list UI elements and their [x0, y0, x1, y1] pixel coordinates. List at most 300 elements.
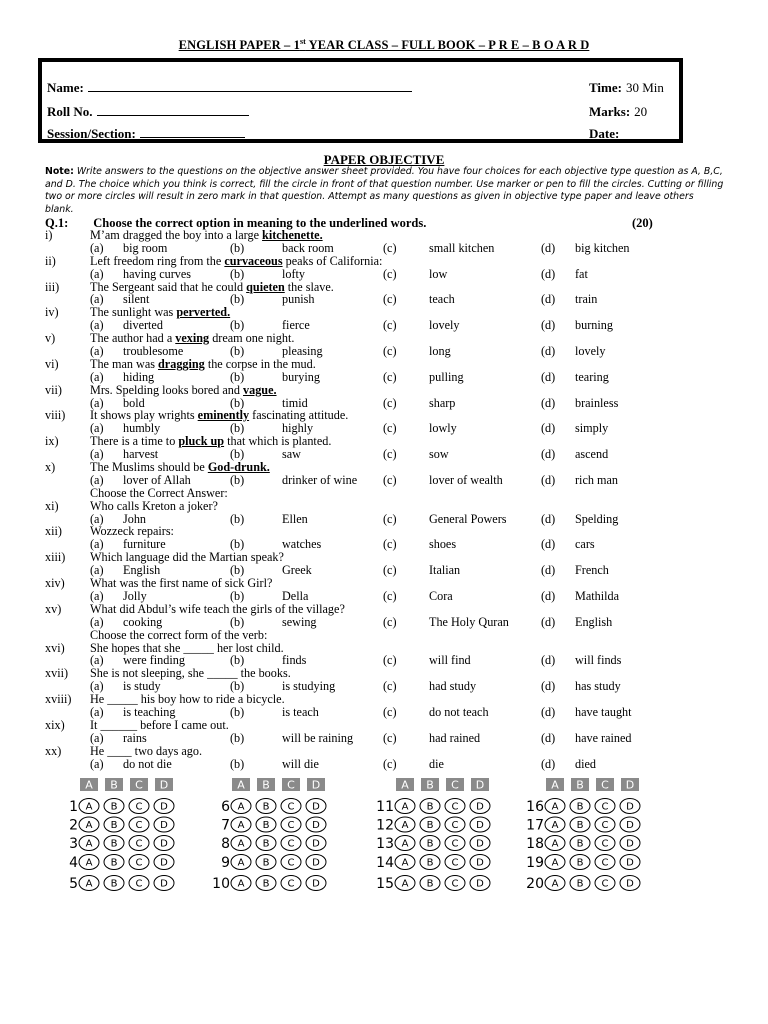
question-stem [90, 384, 277, 397]
option-letter: (d) [541, 653, 556, 668]
option-text: big kitchen [575, 240, 630, 255]
question-number-label: 8 [221, 836, 230, 852]
subsection-heading-text: Choose the correct form of the verb: [90, 627, 268, 642]
bubble-grid [55, 778, 655, 898]
option-text: shoes [429, 537, 457, 552]
option-text: back room [282, 240, 334, 255]
bubble-letter: C [601, 857, 609, 869]
question-text: He _____ his boy how to ride a bicycle. [90, 692, 285, 707]
bubble-letter: C [451, 838, 459, 850]
option-text: cooking [123, 614, 163, 629]
header-letter: A [237, 778, 245, 792]
option-text: teach [429, 292, 455, 307]
option-text: have rained [575, 730, 632, 745]
option-letter: (c) [383, 266, 397, 281]
option-text: Ellen [282, 511, 308, 526]
question-text: The author had a [90, 331, 176, 346]
time-info: Time: 30 Min [589, 80, 664, 95]
question-number: ii) [45, 253, 56, 268]
option-text: Cora [429, 588, 453, 603]
option-letter: (c) [383, 292, 397, 307]
question-number: vi) [45, 356, 59, 371]
question-text: Wozzeck repairs: [90, 524, 174, 539]
question-stem [90, 332, 294, 345]
bubble-letter: B [426, 801, 434, 813]
question-text: M’am dragged the boy into a large [90, 228, 263, 242]
option-text: Mathilda [575, 588, 620, 603]
option-letter: (c) [383, 563, 397, 578]
bubble-letter: D [626, 801, 634, 813]
bubble-letter: B [262, 857, 270, 869]
bubble-letter: D [476, 801, 484, 813]
option-text: Italian [429, 563, 461, 578]
question-number-label: 3 [69, 836, 78, 852]
question-number: xix) [45, 717, 65, 732]
option-letter: (b) [230, 447, 245, 462]
header-letter: A [551, 778, 559, 792]
question-row [45, 461, 735, 474]
bubble-letter: B [110, 857, 118, 869]
bubble-letter: B [262, 838, 270, 850]
option-text: lovely [429, 318, 460, 333]
question-number-label: 18 [526, 836, 544, 852]
option-letter: (b) [230, 292, 245, 307]
option-text: do not die [123, 756, 172, 771]
question-number: ix) [45, 434, 59, 449]
option-letter: (a) [90, 756, 104, 771]
bubble-letter: B [576, 820, 584, 831]
instructions-note: Note: Write answers to the questions on the objective answer sheet provided. You have four choices for each objective type question as A, B,C, and D. The choice which you think is correct, fill the circle in front of that question number. Use marker or pen to fill the circles. Cutting or filling two or more circles will result in zero mark in that question. Attempt as many questions as given in objective type paper and leave others blank. [45, 166, 724, 215]
option-text: rains [123, 730, 147, 745]
bubble-letter: D [312, 820, 320, 831]
question-text-end: the slave. [284, 279, 334, 294]
session-section-field[interactable]: Session/Section: [47, 126, 245, 142]
option-text: simply [575, 421, 609, 436]
question-number: xv) [45, 601, 62, 616]
option-letter: (b) [230, 511, 245, 526]
question-number: iv) [45, 305, 59, 320]
header-letter: D [625, 778, 635, 792]
question-text: He ____ two days ago. [90, 743, 203, 758]
bubble-letter: D [312, 857, 320, 869]
option-letter: (a) [90, 704, 104, 719]
underlined-word: perverted. [176, 305, 231, 320]
option-text: John [123, 511, 147, 526]
option-text: is studying [282, 679, 336, 694]
option-text: pleasing [282, 344, 323, 359]
option-letter: (b) [230, 756, 245, 771]
question-number-label: 13 [376, 836, 394, 852]
option-letter: (b) [230, 421, 245, 436]
bubble-letter: D [476, 820, 484, 831]
option-text: having curves [123, 266, 192, 281]
question-number: x) [45, 460, 56, 475]
header-letter: C [287, 778, 295, 792]
option-letter: (a) [90, 614, 104, 629]
bubble-letter: B [426, 838, 434, 850]
question-text: The man was [90, 356, 159, 371]
option-letter: (b) [230, 472, 245, 487]
option-letter: (b) [230, 318, 245, 333]
bubble-letter: B [426, 878, 434, 890]
question-row [45, 719, 735, 732]
question-text: She is not sleeping, she _____ the books. [90, 666, 291, 681]
question-list [45, 229, 735, 770]
bubble-letter: B [576, 838, 584, 850]
option-text: low [429, 266, 448, 281]
option-letter: (b) [230, 730, 245, 745]
bubble-letter: A [551, 801, 559, 813]
option-letter: (b) [230, 679, 245, 694]
question-text: There is a time to [90, 434, 179, 449]
underlined-word: curvaceous [224, 253, 283, 268]
bubble-letter: B [110, 838, 118, 850]
bubble-letter: B [576, 857, 584, 869]
option-letter: (b) [230, 588, 245, 603]
option-letter: (d) [541, 588, 556, 603]
bubble-letter: A [551, 820, 559, 831]
header-letter: B [426, 778, 434, 792]
bubble-letter: C [451, 857, 459, 869]
question-number: xvi) [45, 640, 65, 655]
option-text: tearing [575, 369, 609, 384]
option-text: has study [575, 679, 621, 694]
question-number-label: 1 [69, 799, 78, 815]
question-stem [90, 642, 284, 655]
option-text: Della [282, 588, 309, 603]
option-text: French [575, 563, 609, 578]
question-text: It shows play wrights [90, 408, 198, 423]
question-text-end: fascinating attitude. [249, 408, 349, 423]
option-text: highly [282, 421, 314, 436]
option-letter: (a) [90, 318, 104, 333]
question-text: Mrs. Spelding looks bored and [90, 382, 244, 397]
question-number: xviii) [45, 692, 72, 707]
date-info: Date: [589, 126, 620, 141]
bubble-letter: D [626, 857, 634, 869]
bubble-letter: B [262, 820, 270, 831]
bubble-letter: D [160, 801, 168, 813]
option-text: died [575, 756, 596, 771]
section-title: PAPER OBJECTIVE [323, 152, 445, 167]
option-letter: (d) [541, 756, 556, 771]
option-text: General Powers [429, 511, 507, 526]
option-text: hiding [123, 369, 155, 384]
question-number: xiii) [45, 550, 66, 565]
bubble-letter: C [135, 878, 143, 890]
option-text: sewing [282, 614, 317, 629]
bubble-letter: C [601, 838, 609, 850]
option-text: drinker of wine [282, 472, 358, 487]
option-letter: (c) [383, 447, 397, 462]
bubble-letter: A [237, 820, 245, 831]
bubble-letter: D [160, 838, 168, 850]
option-letter: (b) [230, 537, 245, 552]
bubble-letter: A [237, 857, 245, 869]
option-text: do not teach [429, 704, 489, 719]
option-letter: (a) [90, 472, 104, 487]
option-text: Greek [282, 563, 312, 578]
question-row [45, 358, 735, 371]
bubble-letter: A [85, 820, 93, 831]
option-text: train [575, 292, 598, 307]
bubble-letter: B [262, 801, 270, 813]
option-text: English [123, 563, 161, 578]
question-number-label: 15 [376, 876, 394, 892]
option-letter: (b) [230, 266, 245, 281]
option-letter: (c) [383, 537, 397, 552]
question-number-label: 16 [526, 799, 544, 815]
question-number: xii) [45, 524, 62, 539]
header-letter: D [311, 778, 321, 792]
question-text: Left freedom ring from the [90, 253, 225, 268]
option-letter: (a) [90, 421, 104, 436]
option-letter: (c) [383, 472, 397, 487]
option-letter: (c) [383, 369, 397, 384]
question-text: What did Abdul’s wife teach the girls of the village? [90, 601, 345, 616]
option-text: burying [282, 369, 320, 384]
option-text: lovely [575, 344, 606, 359]
question-text: She hopes that she _____ her lost child. [90, 640, 284, 655]
header-letter: A [401, 778, 409, 792]
option-text: English [575, 614, 613, 629]
bubble-letter: C [287, 878, 295, 890]
underlined-word: vexing [175, 331, 210, 346]
option-letter: (a) [90, 588, 104, 603]
bubble-letter: B [426, 857, 434, 869]
bubble-letter: C [287, 857, 295, 869]
question-number-label: 5 [69, 876, 78, 892]
bubble-letter: B [576, 801, 584, 813]
question-1-marks: (20) [632, 216, 653, 230]
question-number-label: 11 [376, 799, 394, 815]
option-text: troublesome [123, 344, 184, 359]
bubble-letter: B [262, 878, 270, 890]
option-text: die [429, 756, 444, 771]
option-text: will finds [575, 653, 622, 668]
question-text: The Muslims should be [90, 460, 208, 475]
bubble-letter: B [110, 878, 118, 890]
question-row [45, 500, 735, 513]
question-number-label: 17 [526, 817, 544, 834]
question-number-label: 19 [526, 855, 544, 871]
question-row [45, 745, 735, 758]
question-stem [90, 577, 272, 590]
bubble-letter: C [287, 801, 295, 813]
student-info-box [38, 58, 683, 143]
option-text: diverted [123, 318, 163, 333]
option-letter: (b) [230, 653, 245, 668]
option-text: will be raining [282, 730, 354, 745]
option-text: is teaching [123, 704, 176, 719]
underlined-word: dragging [158, 356, 205, 371]
header-letter: C [451, 778, 459, 792]
bubble-letter: B [110, 801, 118, 813]
option-letter: (d) [541, 369, 556, 384]
question-number-label: 9 [221, 855, 230, 871]
option-letter: (d) [541, 537, 556, 552]
option-text: fat [575, 266, 588, 281]
underlined-word: God-drunk. [207, 460, 270, 475]
bubble-letter: A [237, 838, 245, 850]
option-letter: (c) [383, 588, 397, 603]
question-1-heading: Q.1: Choose the correct option in meaning to the underlined words. [45, 216, 427, 230]
bubble-letter: C [601, 820, 609, 831]
option-letter: (a) [90, 266, 104, 281]
question-row [45, 229, 735, 242]
question-row [45, 384, 735, 397]
underlined-word: pluck up [178, 434, 225, 449]
question-number: xiv) [45, 576, 65, 591]
bubble-letter: C [135, 838, 143, 850]
option-letter: (a) [90, 563, 104, 578]
question-row [45, 255, 735, 268]
question-number-label: 12 [376, 817, 394, 834]
option-letter: (c) [383, 679, 397, 694]
option-text: brainless [575, 395, 619, 410]
bubble-letter: C [601, 801, 609, 813]
option-text: long [429, 344, 451, 359]
bubble-letter: A [85, 801, 93, 813]
option-text: timid [282, 395, 308, 410]
option-text: rich man [575, 472, 618, 487]
option-text: ascend [575, 447, 609, 462]
option-letter: (a) [90, 292, 104, 307]
question-text: The sunlight was [90, 305, 177, 320]
bubble-letter: D [476, 857, 484, 869]
option-letter: (a) [90, 537, 104, 552]
question-number-label: 7 [221, 817, 230, 834]
option-letter: (d) [541, 240, 556, 255]
option-letter: (a) [90, 511, 104, 526]
bubble-letter: D [312, 878, 320, 890]
option-letter: (d) [541, 730, 556, 745]
bubble-letter: C [287, 838, 295, 850]
option-letter: (d) [541, 447, 556, 462]
bubble-letter: D [476, 878, 484, 890]
option-letter: (c) [383, 730, 397, 745]
header-letter: B [110, 778, 118, 792]
question-number-label: 14 [376, 855, 394, 871]
option-letter: (b) [230, 369, 245, 384]
option-text: will find [429, 653, 471, 668]
option-letter: (b) [230, 344, 245, 359]
question-number: i) [45, 228, 53, 242]
option-text: lofty [282, 266, 306, 281]
bubble-letter: D [160, 878, 168, 890]
options-row [45, 758, 735, 771]
bubble-letter: B [576, 878, 584, 890]
option-letter: (d) [541, 679, 556, 694]
option-letter: (b) [230, 614, 245, 629]
question-text-end: the corpse in the mud. [204, 356, 316, 371]
option-letter: (c) [383, 756, 397, 771]
bubble-letter: C [135, 801, 143, 813]
option-letter: (c) [383, 614, 397, 629]
bubble-letter: A [237, 878, 245, 890]
option-letter: (c) [383, 318, 397, 333]
option-text: saw [282, 447, 301, 462]
question-number: xx) [45, 743, 62, 758]
question-stem [90, 461, 270, 474]
question-row [45, 577, 735, 590]
option-letter: (d) [541, 395, 556, 410]
option-text: Spelding [575, 511, 619, 526]
header-letter: C [601, 778, 609, 792]
option-letter: (d) [541, 421, 556, 436]
paper-title: ENGLISH PAPER – 1st YEAR CLASS – FULL BOOK – P R E – B O A R D [178, 37, 590, 53]
question-number: viii) [45, 408, 66, 423]
question-text: It ______ before I came out. [90, 717, 229, 732]
question-number-label: 4 [69, 855, 78, 871]
option-letter: (b) [230, 563, 245, 578]
option-letter: (b) [230, 240, 245, 255]
bubble-letter: C [451, 820, 459, 831]
bubble-letter: A [401, 801, 409, 813]
question-number: v) [45, 331, 56, 346]
option-letter: (a) [90, 369, 104, 384]
question-stem [90, 745, 202, 758]
option-text: lover of Allah [123, 472, 191, 487]
bubble-letter: A [85, 878, 93, 890]
question-number: xvii) [45, 666, 69, 681]
question-text-end: dream one night. [209, 331, 295, 346]
roll-no-field[interactable]: Roll No. [47, 104, 249, 120]
options-row [45, 474, 735, 487]
header-letter: D [475, 778, 485, 792]
bubble-letter: D [626, 838, 634, 850]
option-letter: (a) [90, 240, 104, 255]
underlined-word: eminently [197, 408, 250, 423]
question-text-end: that which is planted. [224, 434, 332, 449]
option-text: sharp [429, 395, 456, 410]
question-stem [90, 255, 382, 268]
bubble-letter: A [401, 820, 409, 831]
option-letter: (a) [90, 653, 104, 668]
option-letter: (d) [541, 318, 556, 333]
bubble-letter: A [401, 838, 409, 850]
option-letter: (a) [90, 447, 104, 462]
option-letter: (a) [90, 344, 104, 359]
header-letter: B [576, 778, 584, 792]
bubble-letter: C [135, 857, 143, 869]
bubble-letter: D [626, 878, 634, 890]
bubble-letter: C [451, 878, 459, 890]
question-stem [90, 693, 285, 706]
name-field[interactable]: Name: [47, 80, 412, 96]
bubble-letter: C [135, 820, 143, 831]
option-letter: (d) [541, 704, 556, 719]
option-text: furniture [123, 537, 166, 552]
question-stem [90, 719, 229, 732]
question-number-label: 20 [526, 876, 544, 892]
bubble-letter: A [401, 857, 409, 869]
bubble-letter: A [237, 801, 245, 813]
option-letter: (c) [383, 395, 397, 410]
option-text: lowly [429, 421, 457, 436]
bubble-letter: D [160, 820, 168, 831]
option-letter: (a) [90, 730, 104, 745]
answer-bubble-sheet [55, 778, 655, 898]
option-letter: (c) [383, 240, 397, 255]
underlined-word: quieten [246, 279, 285, 294]
option-text: pulling [429, 369, 464, 384]
bubble-letter: D [160, 857, 168, 869]
option-text: is study [123, 679, 161, 694]
question-stem [90, 667, 291, 680]
option-text: silent [123, 292, 150, 307]
bubble-letter: D [626, 820, 634, 831]
